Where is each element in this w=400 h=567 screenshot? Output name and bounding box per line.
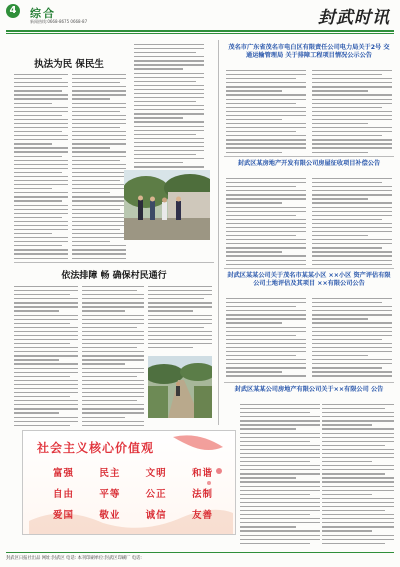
banner-title: 社会主义核心价值观 xyxy=(37,441,155,455)
value-item: 民主 xyxy=(99,468,121,479)
photo-officials-village xyxy=(124,170,210,240)
page-number: 4 xyxy=(6,4,20,18)
ad-divider-3 xyxy=(224,382,394,383)
ad-headline-1: 茂名市广东省茂名市电白区有限责任公司电力局关于2号 交通运输管理局 关于排障工程项目情况公示公告 xyxy=(228,44,390,59)
ad-divider-1 xyxy=(224,156,394,157)
mid-article-body-col3 xyxy=(148,286,212,351)
value-item: 爱国 xyxy=(53,510,75,521)
left-article-body-col2 xyxy=(72,74,126,262)
ad-divider-2 xyxy=(224,268,394,269)
ad-3-body-col2 xyxy=(312,298,392,380)
values-grid xyxy=(53,465,213,528)
mid-top-body xyxy=(134,44,204,170)
header-rule-thin xyxy=(6,33,394,34)
value-item: 公正 xyxy=(145,489,167,500)
value-item: 富强 xyxy=(53,468,75,479)
issue-line: 新闻热线:0668-8675 0668-87 xyxy=(30,19,88,24)
value-item: 和谐 xyxy=(191,468,213,479)
ad-4-body-col2 xyxy=(322,404,394,547)
photo-road-clearing-image xyxy=(148,356,212,418)
photo-road-clearing xyxy=(148,356,212,418)
value-item: 友善 xyxy=(191,510,213,521)
newspaper-brand: 封武时讯 xyxy=(318,8,390,28)
left-article-body-col1 xyxy=(14,74,68,262)
page-footer: 封武区日报社出品 网址:封武区 电话: 本刊印刷单位:封武区印刷厂 电话: xyxy=(6,552,394,567)
header-rule xyxy=(6,30,394,32)
ad-2-body-col2 xyxy=(312,178,392,268)
ad-4-body-col1 xyxy=(240,404,320,547)
ad-headline-2: 封武区某房地产开发有限公司房屋征收项目补偿公告 xyxy=(237,160,381,167)
column-divider xyxy=(218,40,219,425)
value-item: 法制 xyxy=(191,489,213,500)
ad-headline-4: 封武区某某公司房地产有限公司关于××有限公司 公告 xyxy=(234,386,384,393)
core-values-banner xyxy=(22,430,236,535)
value-item: 自由 xyxy=(53,489,75,500)
section-title: 综合 xyxy=(30,7,56,20)
mid-article-body-col2 xyxy=(82,286,144,429)
photo-officials-village-image xyxy=(124,170,210,240)
values-row-3 xyxy=(53,507,213,521)
mid-article-headline: 依法排障 畅 确保村民通行 xyxy=(61,271,167,281)
masthead xyxy=(0,0,400,30)
ad-3-body-col1 xyxy=(226,298,306,380)
mid-article-body-col1 xyxy=(14,286,78,429)
value-item: 诚信 xyxy=(145,510,167,521)
mid-divider xyxy=(14,262,214,263)
ad-headline-3: 封武区某某公司关于茂名市某某小区 ××小区 资产评估有限公司土地评估及其项目 ××有限公司公告 xyxy=(227,272,391,287)
value-item: 平等 xyxy=(99,489,121,500)
ad-1-body-col2 xyxy=(312,70,392,156)
values-row-1 xyxy=(53,465,213,479)
ad-1-body-col1 xyxy=(226,70,306,156)
ad-2-body-col1 xyxy=(226,178,306,268)
value-item: 敬业 xyxy=(99,510,121,521)
left-article-headline: 执法为民 保民生 xyxy=(34,59,104,70)
value-item: 文明 xyxy=(145,468,167,479)
values-row-2 xyxy=(53,486,213,500)
